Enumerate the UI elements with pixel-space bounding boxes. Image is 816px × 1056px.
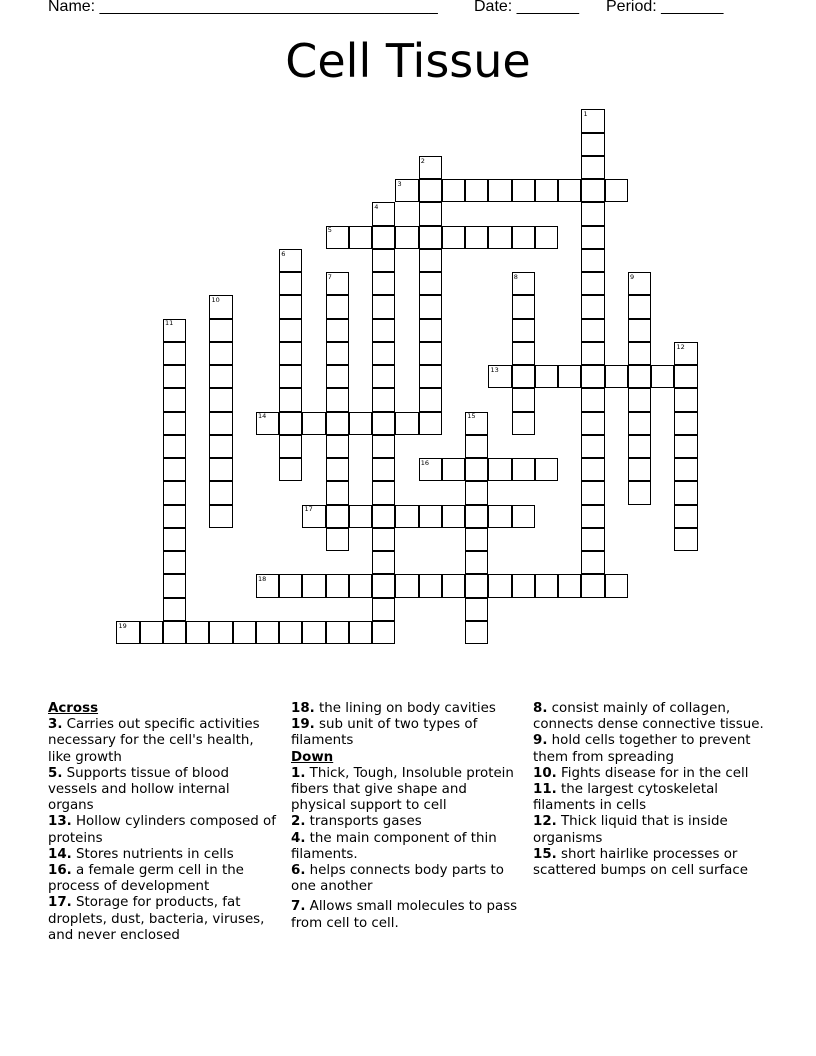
grid-cell[interactable]: [326, 435, 349, 458]
grid-cell[interactable]: [372, 574, 395, 597]
grid-cell[interactable]: [419, 388, 442, 411]
grid-cell[interactable]: [372, 458, 395, 481]
clue-down-1: 1. Thick, Tough, Insoluble protein fibers that give shape and physical support to cell: [291, 765, 514, 814]
grid-cell[interactable]: [349, 412, 372, 435]
grid-cell[interactable]: [209, 621, 232, 644]
grid-cell[interactable]: [209, 365, 232, 388]
grid-cell[interactable]: [186, 621, 209, 644]
clue-number-9: 9: [630, 272, 635, 281]
clue-down-11: 11. the largest cytoskeletal filaments in cells: [533, 782, 718, 814]
grid-cell[interactable]: [465, 179, 488, 202]
clue-number-1: 1: [583, 110, 588, 118]
grid-cell[interactable]: [349, 621, 372, 644]
grid-cell[interactable]: [419, 226, 442, 249]
clue-column-3: [533, 701, 773, 879]
grid-cell[interactable]: [279, 319, 302, 342]
grid-cell[interactable]: [163, 435, 186, 458]
grid-cell[interactable]: [605, 365, 628, 388]
grid-cell[interactable]: [326, 458, 349, 481]
grid-cell[interactable]: [395, 574, 418, 597]
clue-number-15: 15: [467, 412, 476, 421]
grid-cell[interactable]: [419, 505, 442, 528]
grid-cell[interactable]: [581, 528, 604, 551]
grid-cell[interactable]: [326, 574, 349, 597]
grid-cell[interactable]: [372, 528, 395, 551]
grid-cell[interactable]: [581, 295, 604, 318]
grid-cell[interactable]: [512, 574, 535, 597]
grid-cell[interactable]: [488, 226, 511, 249]
clue-down-6: 6. helps connects body parts to one another: [291, 863, 504, 895]
grid-cell[interactable]: [674, 365, 697, 388]
grid-cell[interactable]: [372, 272, 395, 295]
grid-cell[interactable]: [419, 295, 442, 318]
grid-cell[interactable]: [419, 574, 442, 597]
clue-down-8: 8. consist mainly of collagen, connects dense connective tissue.: [533, 701, 764, 733]
grid-cell[interactable]: [349, 574, 372, 597]
clue-across-5: 5. Supports tissue of blood vessels and hollow internal organs: [48, 765, 230, 814]
grid-cell[interactable]: [419, 365, 442, 388]
clue-number-17: 17: [304, 505, 313, 514]
grid-cell[interactable]: [163, 365, 186, 388]
grid-cell[interactable]: [209, 505, 232, 528]
grid-cell[interactable]: [581, 481, 604, 504]
grid-cell[interactable]: [512, 412, 535, 435]
clue-across-3: 3. Carries out specific activities necessary for the cell's health, like growth: [48, 717, 260, 765]
grid-cell[interactable]: [326, 412, 349, 435]
grid-cell[interactable]: [465, 435, 488, 458]
grid-cell[interactable]: [628, 458, 651, 481]
grid-cell[interactable]: [605, 574, 628, 597]
grid-cell[interactable]: [558, 179, 581, 202]
grid-cell[interactable]: [349, 505, 372, 528]
grid-cell[interactable]: [581, 319, 604, 342]
grid-cell[interactable]: [581, 342, 604, 365]
grid-cell[interactable]: [326, 528, 349, 551]
grid-cell[interactable]: [581, 272, 604, 295]
grid-cell[interactable]: [581, 133, 604, 156]
page-title: Cell Tissue: [285, 34, 531, 88]
grid-cell[interactable]: [349, 226, 372, 249]
clue-across-17: 17. Storage for products, fat droplets, dust, bacteria, viruses, and never enclosed: [48, 895, 265, 943]
grid-cell[interactable]: [512, 458, 535, 481]
grid-cell[interactable]: [512, 342, 535, 365]
grid-cell[interactable]: [395, 505, 418, 528]
grid-cell[interactable]: [209, 342, 232, 365]
grid-cell[interactable]: [279, 621, 302, 644]
grid-cell[interactable]: [674, 435, 697, 458]
grid-cell[interactable]: [442, 458, 465, 481]
grid-cell[interactable]: [163, 388, 186, 411]
grid-cell[interactable]: [419, 249, 442, 272]
grid-cell[interactable]: [535, 458, 558, 481]
clue-number-12: 12: [676, 342, 685, 351]
grid-cell[interactable]: [628, 412, 651, 435]
grid-cell[interactable]: [209, 481, 232, 504]
grid-cell[interactable]: [674, 388, 697, 411]
grid-cell[interactable]: [326, 505, 349, 528]
grid-cell[interactable]: [605, 179, 628, 202]
grid-cell[interactable]: [442, 574, 465, 597]
grid-cell[interactable]: [279, 412, 302, 435]
grid-cell[interactable]: [535, 365, 558, 388]
date-field[interactable]: Date: _______: [474, 0, 579, 15]
grid-cell[interactable]: [628, 481, 651, 504]
clue-number-8: 8: [513, 272, 518, 281]
grid-cell[interactable]: [558, 365, 581, 388]
grid-cell[interactable]: [581, 226, 604, 249]
grid-cell[interactable]: [163, 412, 186, 435]
grid-cell[interactable]: [279, 388, 302, 411]
clue-number-7: 7: [327, 272, 332, 281]
grid-cell[interactable]: [395, 226, 418, 249]
grid-cell[interactable]: [326, 342, 349, 365]
grid-cell[interactable]: [674, 528, 697, 551]
grid-cell[interactable]: [581, 388, 604, 411]
clue-across-18: 18. the lining on body cavities: [291, 701, 496, 716]
grid-cell[interactable]: [512, 179, 535, 202]
grid-cell[interactable]: [279, 272, 302, 295]
clue-across-16: 16. a female germ cell in the process of development: [48, 863, 244, 895]
grid-cell[interactable]: [628, 295, 651, 318]
grid-cell[interactable]: [419, 272, 442, 295]
clue-across-19: 19. sub unit of two types of filaments: [291, 717, 478, 749]
grid-cell[interactable]: [674, 458, 697, 481]
grid-cell[interactable]: [512, 295, 535, 318]
clue-number-11: 11: [165, 319, 174, 328]
grid-cell[interactable]: [140, 621, 163, 644]
grid-cell[interactable]: [372, 319, 395, 342]
grid-cell[interactable]: [465, 598, 488, 621]
clue-down-2: 2. transports gases: [291, 814, 422, 830]
grid-cell[interactable]: [372, 551, 395, 574]
grid-cell[interactable]: [326, 319, 349, 342]
grid-cell[interactable]: [581, 458, 604, 481]
grid-cell[interactable]: [488, 179, 511, 202]
clue-across-13: 13. Hollow cylinders composed of proteins: [48, 814, 276, 846]
grid-cell[interactable]: [163, 528, 186, 551]
grid-cell[interactable]: [628, 388, 651, 411]
clue-column-1: [48, 701, 278, 944]
across-heading: Across: [48, 701, 99, 716]
clue-column-2: [291, 701, 519, 932]
grid-cell[interactable]: [488, 458, 511, 481]
clue-down-9: 9. hold cells together to prevent them from spreading: [533, 733, 751, 765]
grid-cell[interactable]: [372, 249, 395, 272]
grid-cell[interactable]: [163, 551, 186, 574]
clue-number-4: 4: [374, 203, 379, 211]
grid-cell[interactable]: [163, 481, 186, 504]
grid-cell[interactable]: [628, 342, 651, 365]
grid-cell[interactable]: [442, 505, 465, 528]
grid-cell[interactable]: [372, 505, 395, 528]
clue-number-2: 2: [420, 156, 425, 165]
grid-cell[interactable]: [512, 365, 535, 388]
grid-cell[interactable]: [372, 598, 395, 621]
grid-cell[interactable]: [326, 621, 349, 644]
grid-cell[interactable]: [581, 179, 604, 202]
grid-cell[interactable]: [628, 319, 651, 342]
grid-cell[interactable]: [465, 505, 488, 528]
grid-cell[interactable]: [581, 412, 604, 435]
name-field[interactable]: Name: ______________________________________: [48, 0, 438, 15]
grid-cell[interactable]: [581, 249, 604, 272]
grid-cell[interactable]: [581, 505, 604, 528]
grid-cell[interactable]: [674, 481, 697, 504]
clue-number-10: 10: [211, 296, 220, 304]
grid-cell[interactable]: [372, 481, 395, 504]
grid-cell[interactable]: [372, 295, 395, 318]
grid-cell[interactable]: [372, 226, 395, 249]
grid-cell[interactable]: [674, 412, 697, 435]
grid-cell[interactable]: [326, 481, 349, 504]
grid-cell[interactable]: [372, 365, 395, 388]
grid-cell[interactable]: [581, 551, 604, 574]
grid-cell[interactable]: [326, 388, 349, 411]
grid-cell[interactable]: [465, 621, 488, 644]
grid-cell[interactable]: [465, 226, 488, 249]
grid-cell[interactable]: [372, 435, 395, 458]
grid-cell[interactable]: [209, 388, 232, 411]
grid-cell[interactable]: [558, 574, 581, 597]
grid-cell[interactable]: [488, 574, 511, 597]
grid-cell[interactable]: [465, 551, 488, 574]
grid-cell[interactable]: [512, 505, 535, 528]
grid-cell[interactable]: [256, 621, 279, 644]
grid-cell[interactable]: [209, 412, 232, 435]
down-heading: Down: [291, 749, 334, 765]
grid-cell[interactable]: [279, 435, 302, 458]
clue-number-13: 13: [490, 365, 499, 374]
grid-cell[interactable]: [581, 574, 604, 597]
grid-cell[interactable]: [512, 319, 535, 342]
clue-number-18: 18: [258, 575, 267, 583]
grid-cell[interactable]: [674, 505, 697, 528]
clue-down-12: 12. Thick liquid that is inside organisms: [533, 814, 728, 846]
grid-cell[interactable]: [535, 226, 558, 249]
grid-cell[interactable]: [419, 319, 442, 342]
grid-cell[interactable]: [465, 458, 488, 481]
grid-cell[interactable]: [372, 621, 395, 644]
grid-cell[interactable]: [512, 388, 535, 411]
clue-number-19: 19: [118, 621, 127, 630]
period-field[interactable]: Period: _______: [606, 0, 724, 15]
clue-down-10: 10. Fights disease for in the cell: [533, 765, 749, 781]
grid-cell[interactable]: [302, 412, 325, 435]
grid-cell[interactable]: [163, 574, 186, 597]
clue-down-7: 7. Allows small molecules to pass from cell to cell.: [291, 899, 518, 931]
grid-cell[interactable]: [535, 179, 558, 202]
grid-cell[interactable]: [442, 179, 465, 202]
grid-cell[interactable]: [581, 202, 604, 225]
grid-cell[interactable]: [279, 574, 302, 597]
grid-cell[interactable]: [488, 505, 511, 528]
clue-number-16: 16: [420, 458, 430, 467]
clue-across-14: 14. Stores nutrients in cells: [48, 846, 234, 862]
grid-cell[interactable]: [372, 412, 395, 435]
grid-cell[interactable]: [419, 412, 442, 435]
grid-cell[interactable]: [395, 412, 418, 435]
grid-cell[interactable]: [163, 458, 186, 481]
grid-cell[interactable]: [279, 458, 302, 481]
grid-cell[interactable]: [442, 226, 465, 249]
clue-number-3: 3: [397, 179, 402, 188]
grid-cell[interactable]: [465, 528, 488, 551]
grid-cell[interactable]: [419, 179, 442, 202]
grid-cell[interactable]: [163, 505, 186, 528]
grid-cell[interactable]: [279, 365, 302, 388]
grid-cell[interactable]: [326, 365, 349, 388]
grid-cell[interactable]: [163, 621, 186, 644]
grid-cell[interactable]: [651, 365, 674, 388]
grid-cell[interactable]: [279, 295, 302, 318]
grid-cell[interactable]: [233, 621, 256, 644]
grid-cell[interactable]: [581, 156, 604, 179]
grid-cell[interactable]: [209, 319, 232, 342]
grid-cell[interactable]: [163, 598, 186, 621]
grid-cell[interactable]: [302, 621, 325, 644]
grid-cell[interactable]: [163, 342, 186, 365]
grid-cell[interactable]: [465, 574, 488, 597]
grid-cell[interactable]: [326, 295, 349, 318]
grid-cell[interactable]: [279, 342, 302, 365]
grid-cell[interactable]: [209, 458, 232, 481]
clue-number-6: 6: [281, 249, 286, 258]
grid-cell[interactable]: [535, 574, 558, 597]
grid-cell[interactable]: [372, 342, 395, 365]
grid-cell[interactable]: [302, 574, 325, 597]
clue-number-14: 14: [258, 412, 267, 421]
grid-cell[interactable]: [209, 435, 232, 458]
grid-cell[interactable]: [419, 342, 442, 365]
grid-cell[interactable]: [581, 435, 604, 458]
grid-cell[interactable]: [628, 435, 651, 458]
grid-cell[interactable]: [465, 481, 488, 504]
clue-down-15: 15. short hairlike processes or scattered bumps on cell surface: [533, 846, 748, 879]
grid-cell[interactable]: [512, 226, 535, 249]
grid-cell[interactable]: [372, 388, 395, 411]
grid-cell[interactable]: [581, 365, 604, 388]
grid-cell[interactable]: [419, 202, 442, 225]
clue-down-4: 4. the main component of thin filaments.: [291, 830, 497, 862]
grid-cell[interactable]: [628, 365, 651, 388]
clue-number-5: 5: [327, 226, 332, 235]
